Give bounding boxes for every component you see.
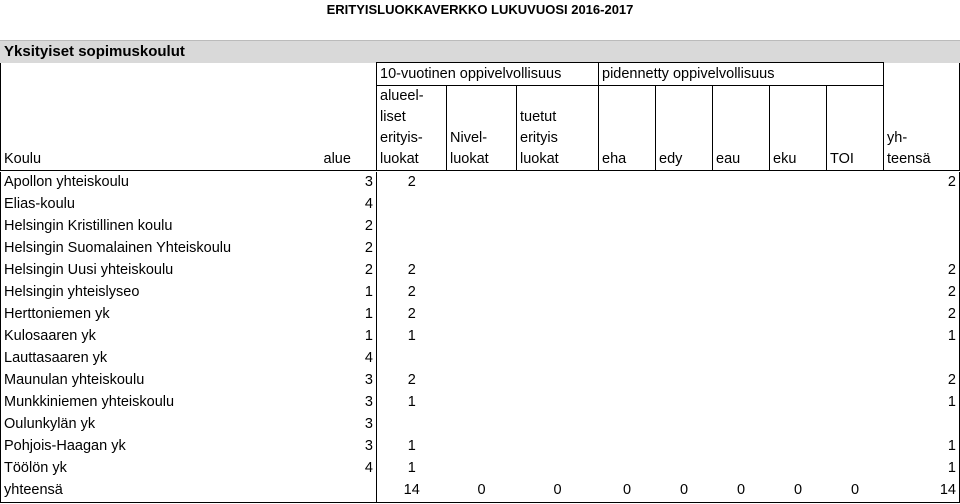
tuetut-value xyxy=(517,414,599,436)
table-row xyxy=(1,238,960,260)
table-row xyxy=(1,194,960,216)
document-title: ERITYISLUOKKAVERKKO LUKUVUOSI 2016-2017 xyxy=(326,2,634,17)
eku-value xyxy=(770,304,827,326)
regional-classes-value: 1 xyxy=(377,326,447,348)
total-value xyxy=(884,348,960,370)
nivel-value xyxy=(447,414,517,436)
eau-value xyxy=(713,304,770,326)
nivel-value xyxy=(447,172,517,194)
eha-value xyxy=(599,370,656,392)
eku-value xyxy=(770,458,827,480)
school-name: Helsingin yhteislyseo xyxy=(1,282,321,304)
total-value xyxy=(884,414,960,436)
total-nivel: 0 xyxy=(447,480,517,503)
total-area-empty xyxy=(321,480,377,503)
table-row xyxy=(1,326,960,348)
area-value: 4 xyxy=(364,460,373,476)
nivel-value xyxy=(447,392,517,414)
school-name: Maunulan yhteiskoulu xyxy=(1,370,321,392)
area-value: 1 xyxy=(364,284,373,300)
section-header xyxy=(0,40,960,63)
regional-classes-value: 2 xyxy=(377,282,447,304)
total-eau: 0 xyxy=(713,480,770,503)
eha-value xyxy=(599,238,656,260)
toi-value xyxy=(827,458,884,480)
eha-value xyxy=(599,304,656,326)
edy-value xyxy=(656,458,713,480)
area-value: 3 xyxy=(364,416,373,432)
table-row xyxy=(1,436,960,458)
eau-value xyxy=(713,436,770,458)
area-value: 1 xyxy=(364,306,373,322)
edy-value xyxy=(656,304,713,326)
area-value: 3 xyxy=(364,372,373,388)
total-value: 1 xyxy=(884,436,960,458)
toi-value xyxy=(827,370,884,392)
school-name: Helsingin Uusi yhteiskoulu xyxy=(1,260,321,282)
edy-value xyxy=(656,238,713,260)
nivel-value xyxy=(447,216,517,238)
eha-value xyxy=(599,348,656,370)
area-value: 2 xyxy=(364,262,373,278)
edy-value xyxy=(656,392,713,414)
regional-classes-value: 1 xyxy=(377,392,447,414)
eau-value xyxy=(713,348,770,370)
table-row xyxy=(1,458,960,480)
regional-classes-value: 2 xyxy=(377,370,447,392)
nivel-value xyxy=(447,260,517,282)
eau-value xyxy=(713,260,770,282)
eau-value xyxy=(713,282,770,304)
nivel-value xyxy=(447,370,517,392)
eku-value xyxy=(770,238,827,260)
eku-value xyxy=(770,216,827,238)
school-name: Pohjois-Haagan yk xyxy=(1,436,321,458)
tuetut-value xyxy=(517,326,599,348)
eku-value xyxy=(770,370,827,392)
col-header-eha: eha xyxy=(599,86,656,171)
total-value xyxy=(884,194,960,216)
total-value: 1 xyxy=(884,458,960,480)
section-title: Yksityiset sopimuskoulut xyxy=(4,43,185,60)
edy-value xyxy=(656,414,713,436)
col-header-toi: TOI xyxy=(827,86,884,171)
nivel-value xyxy=(447,436,517,458)
tuetut-value xyxy=(517,260,599,282)
eku-value xyxy=(770,260,827,282)
eha-value xyxy=(599,172,656,194)
total-value: 2 xyxy=(884,282,960,304)
regional-classes-value: 2 xyxy=(377,260,447,282)
eau-value xyxy=(713,414,770,436)
tuetut-value xyxy=(517,436,599,458)
total-value: 1 xyxy=(884,392,960,414)
area-value: 3 xyxy=(364,394,373,410)
school-name: Kulosaaren yk xyxy=(1,326,321,348)
regional-classes-value: 1 xyxy=(377,458,447,480)
eha-value xyxy=(599,458,656,480)
eau-value xyxy=(713,458,770,480)
table-row xyxy=(1,414,960,436)
nivel-value xyxy=(447,326,517,348)
regional-classes-value xyxy=(377,194,447,216)
toi-value xyxy=(827,216,884,238)
eku-value xyxy=(770,172,827,194)
total-value: 1 xyxy=(884,326,960,348)
nivel-value xyxy=(447,238,517,260)
table-row xyxy=(1,304,960,326)
nivel-value xyxy=(447,304,517,326)
toi-value xyxy=(827,260,884,282)
eau-value xyxy=(713,392,770,414)
toi-value xyxy=(827,326,884,348)
tuetut-value xyxy=(517,172,599,194)
total-value xyxy=(884,216,960,238)
total-eha: 0 xyxy=(599,480,656,503)
eau-value xyxy=(713,194,770,216)
eau-value xyxy=(713,326,770,348)
edy-value xyxy=(656,172,713,194)
edy-value xyxy=(656,326,713,348)
tuetut-value xyxy=(517,216,599,238)
tuetut-value xyxy=(517,458,599,480)
school-name: Munkkiniemen yhteiskoulu xyxy=(1,392,321,414)
total-tuetut: 0 xyxy=(517,480,599,503)
table-row xyxy=(1,172,960,194)
total-regional: 14 xyxy=(377,480,447,503)
edy-value xyxy=(656,436,713,458)
tuetut-value xyxy=(517,282,599,304)
col-header-nivel: Nivel- luokat xyxy=(447,86,517,171)
nivel-value xyxy=(447,282,517,304)
area-value: 3 xyxy=(364,438,373,454)
total-row xyxy=(1,480,960,503)
table-row xyxy=(1,216,960,238)
area-value: 3 xyxy=(364,174,373,190)
area-value: 4 xyxy=(364,350,373,366)
area-value: 2 xyxy=(364,218,373,234)
col-header-yhteensa: yh- teensä xyxy=(884,86,960,171)
toi-value xyxy=(827,348,884,370)
nivel-value xyxy=(447,458,517,480)
eku-value xyxy=(770,414,827,436)
eku-value xyxy=(770,282,827,304)
tuetut-value xyxy=(517,348,599,370)
edy-value xyxy=(656,216,713,238)
group-compulsory-header: 10-vuotinen oppivelvollisuus xyxy=(377,63,599,86)
school-name: Herttoniemen yk xyxy=(1,304,321,326)
eku-value xyxy=(770,392,827,414)
nivel-value xyxy=(447,348,517,370)
tuetut-value xyxy=(517,238,599,260)
total-eku: 0 xyxy=(770,480,827,503)
eau-value xyxy=(713,172,770,194)
eku-value xyxy=(770,436,827,458)
regional-classes-value: 1 xyxy=(377,436,447,458)
col-header-alueelliset: alueel- liset erityis- luokat xyxy=(377,86,447,171)
toi-value xyxy=(827,436,884,458)
school-name: Elias-koulu xyxy=(1,194,321,216)
tuetut-value xyxy=(517,392,599,414)
regional-classes-value xyxy=(377,216,447,238)
eau-value xyxy=(713,370,770,392)
total-value: 2 xyxy=(884,172,960,194)
regional-classes-value xyxy=(377,414,447,436)
school-name: Apollon yhteiskoulu xyxy=(1,172,321,194)
area-value: 1 xyxy=(364,328,373,344)
school-name: Helsingin Suomalainen Yhteiskoulu xyxy=(1,238,321,260)
col-header-tuetut: tuetut erityis luokat xyxy=(517,86,599,171)
eau-value xyxy=(713,216,770,238)
school-table xyxy=(0,62,960,503)
regional-classes-value: 2 xyxy=(377,172,447,194)
eha-value xyxy=(599,282,656,304)
table-row xyxy=(1,260,960,282)
school-name: Oulunkylän yk xyxy=(1,414,321,436)
table-row xyxy=(1,348,960,370)
col-header-koulu: Koulu xyxy=(1,86,321,171)
edy-value xyxy=(656,370,713,392)
toi-value xyxy=(827,392,884,414)
toi-value xyxy=(827,414,884,436)
eku-value xyxy=(770,348,827,370)
school-name: Helsingin Kristillinen koulu xyxy=(1,216,321,238)
eha-value xyxy=(599,216,656,238)
edy-value xyxy=(656,260,713,282)
eha-value xyxy=(599,194,656,216)
eku-value xyxy=(770,326,827,348)
col-header-eau: eau xyxy=(713,86,770,171)
eha-value xyxy=(599,392,656,414)
col-header-eku: eku xyxy=(770,86,827,171)
total-value: 2 xyxy=(884,260,960,282)
school-name: Lauttasaaren yk xyxy=(1,348,321,370)
total-label: yhteensä xyxy=(1,480,321,503)
regional-classes-value: 2 xyxy=(377,304,447,326)
eau-value xyxy=(713,238,770,260)
eha-value xyxy=(599,326,656,348)
eha-value xyxy=(599,260,656,282)
group-extended-header: pidennetty oppivelvollisuus xyxy=(599,63,884,86)
toi-value xyxy=(827,282,884,304)
school-name: Töölön yk xyxy=(1,458,321,480)
toi-value xyxy=(827,238,884,260)
eha-value xyxy=(599,414,656,436)
edy-value xyxy=(656,348,713,370)
eku-value xyxy=(770,194,827,216)
total-edy: 0 xyxy=(656,480,713,503)
tuetut-value xyxy=(517,194,599,216)
total-value xyxy=(884,238,960,260)
regional-classes-value xyxy=(377,348,447,370)
total-value: 2 xyxy=(884,370,960,392)
total-toi: 0 xyxy=(827,480,884,503)
eha-value xyxy=(599,436,656,458)
edy-value xyxy=(656,282,713,304)
nivel-value xyxy=(447,194,517,216)
toi-value xyxy=(827,304,884,326)
toi-value xyxy=(827,172,884,194)
toi-value xyxy=(827,194,884,216)
area-value: 4 xyxy=(364,196,373,212)
col-header-alue: alue xyxy=(323,151,351,167)
regional-classes-value xyxy=(377,238,447,260)
table-row xyxy=(1,370,960,392)
table-row xyxy=(1,392,960,414)
table-row xyxy=(1,282,960,304)
tuetut-value xyxy=(517,370,599,392)
col-header-edy: edy xyxy=(656,86,713,171)
tuetut-value xyxy=(517,304,599,326)
total-value: 2 xyxy=(884,304,960,326)
edy-value xyxy=(656,194,713,216)
total-sum: 14 xyxy=(884,480,960,503)
area-value: 2 xyxy=(364,240,373,256)
